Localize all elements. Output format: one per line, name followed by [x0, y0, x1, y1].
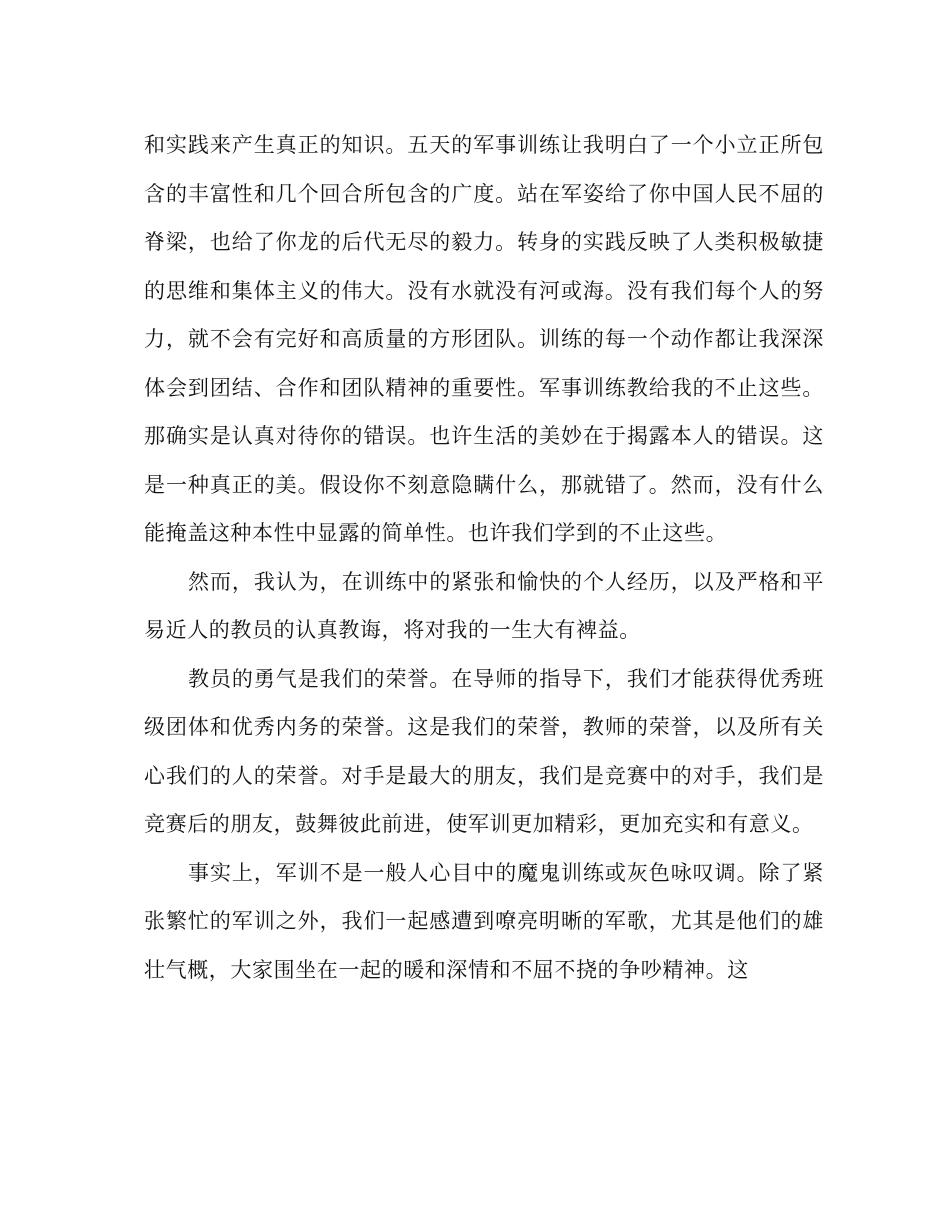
paragraph-personal-experience: 然而，我认为，在训练中的紧张和愉快的个人经历，以及严格和平易近人的教员的认真教诲，将对我的一生大有裨益。 [144, 569, 824, 642]
paragraph-instructor-honor: 教员的勇气是我们的荣誉。在导师的指导下，我们才能获得优秀班级团体和优秀内务的荣誉。这是我们的荣誉，教师的荣誉，以及所有关心我们的人的荣誉。对手是最大的朋友，我们是竞赛中的对手，我们是竞赛后的朋友，鼓舞彼此前进，使军训更加精彩，更加充实和有意义。 [144, 666, 824, 836]
document-body [144, 121, 824, 994]
paragraph-military-songs: 事实上，军训不是一般人心目中的魔鬼训练或灰色咏叹调。除了紧张繁忙的军训之外，我们一起感遭到嘹亮明晰的军歌，尤其是他们的雄壮气概，大家围坐在一起的暖和深情和不屈不挠的争吵精神。这 [144, 860, 824, 982]
paragraph-military-training-lessons: 和实践来产生真正的知识。五天的军事训练让我明白了一个小立正所包含的丰富性和几个回合所包含的广度。站在军姿给了你中国人民不屈的脊梁，也给了你龙的后代无尽的毅力。转身的实践反映了人类积极敏捷的思维和集体主义的伟大。没有水就没有河或海。没有我们每个人的努力，就不会有完好和高质量的方形团队。训练的每一个动作都让我深深体会到团结、合作和团队精神的重要性。军事训练教给我的不止这些。那确实是认真对待你的错误。也许生活的美妙在于揭露本人的错误。这是一种真正的美。假设你不刻意隐瞒什么，那就错了。然而，没有什么能掩盖这种本性中显露的简单性。也许我们学到的不止这些。 [144, 133, 824, 545]
